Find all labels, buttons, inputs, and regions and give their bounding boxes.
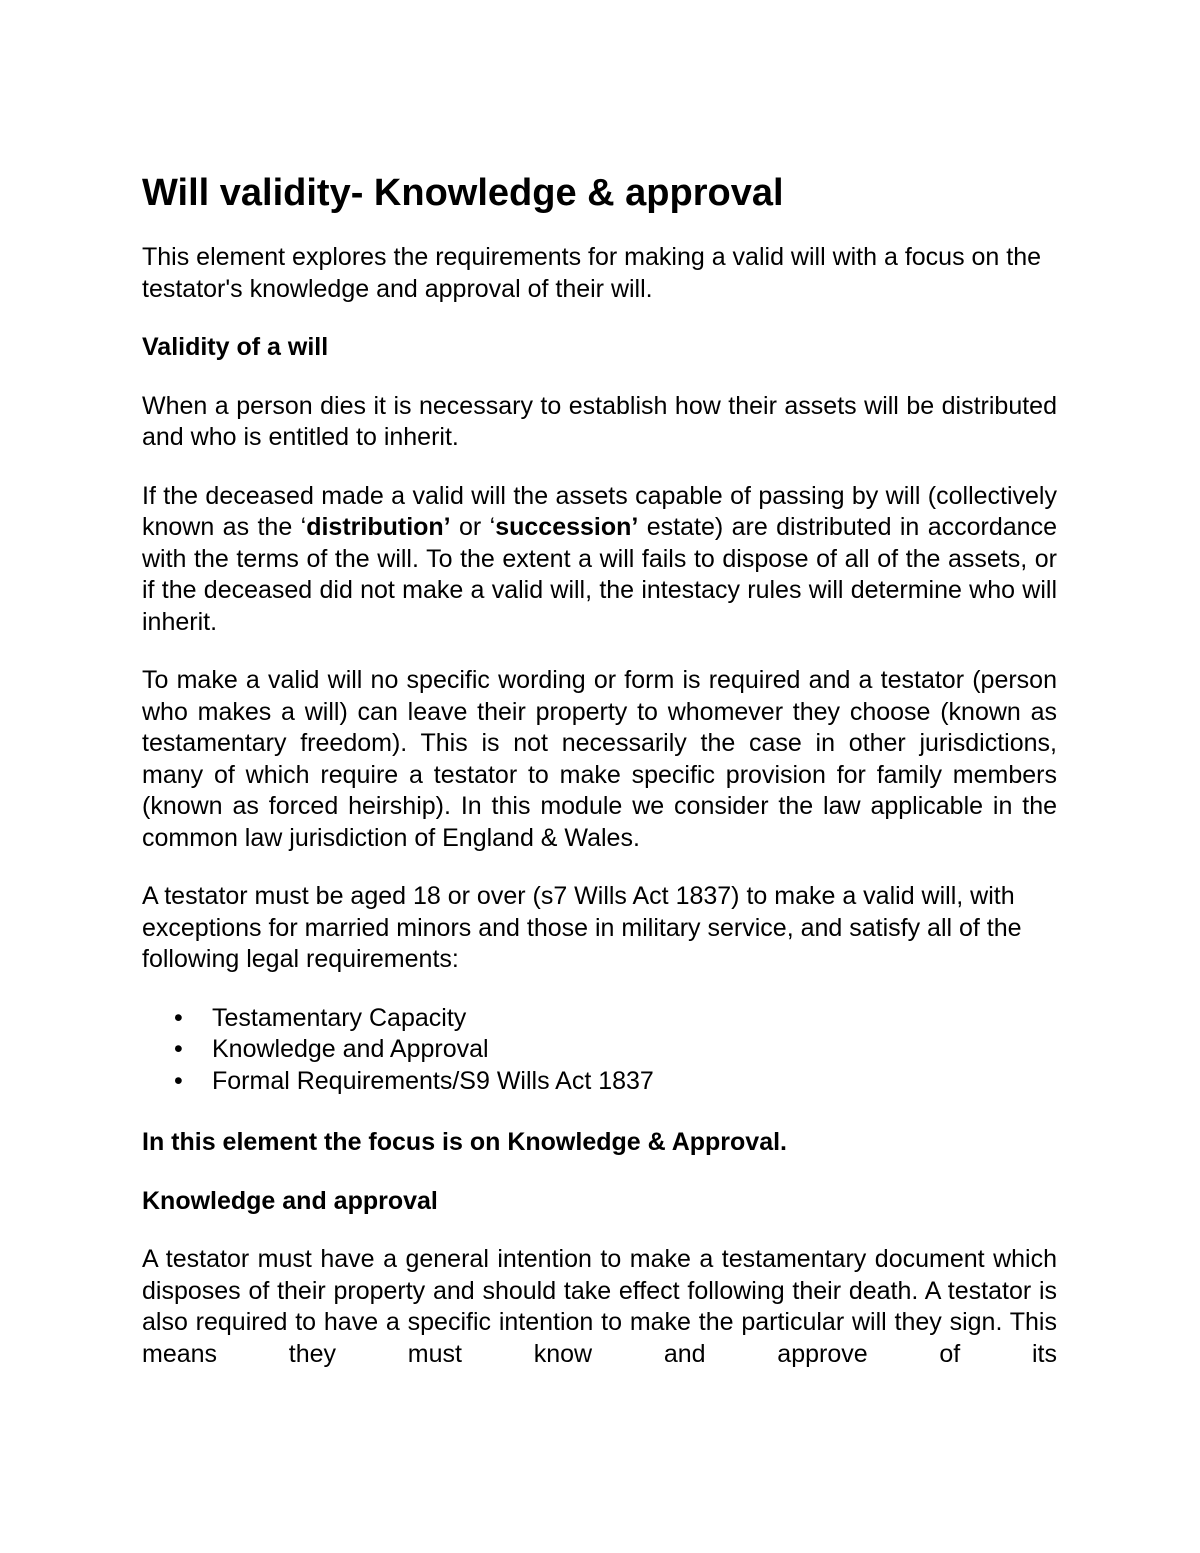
bullet-icon: • xyxy=(174,1066,183,1095)
paragraph-asset-distribution: When a person dies it is necessary to establish how their assets will be distributed and who is entitled to inherit. xyxy=(142,391,1057,451)
paragraph-text: or ‘ xyxy=(450,513,496,541)
paragraph-text: estate) are distributed in accordance with the terms of the will. To the extent a will fails to dispose of all of the assets, or if the deceased did not make a valid will, the intestacy rules will determine who will inherit. xyxy=(142,513,1057,636)
list-item xyxy=(142,1003,1057,1035)
paragraph-text: If the deceased made a valid will the assets capable of passing by will (collectively known as the ‘ xyxy=(142,481,1057,541)
bullet-icon: • xyxy=(174,1003,183,1032)
intro-paragraph: This element explores the requirements for making a valid will with a focus on the testator's knowledge and approval of their will. xyxy=(142,243,1042,303)
term-succession: succession’ xyxy=(495,513,639,541)
paragraph-age-requirement: A testator must be aged 18 or over (s7 Wills Act 1837) to make a valid will, with exceptions for married minors and those in military service, and satisfy all of the following legal requirements: xyxy=(142,882,1022,973)
document-page xyxy=(142,170,1057,1397)
list-item-label: Formal Requirements/S9 Wills Act 1837 xyxy=(212,1066,654,1095)
list-item xyxy=(142,1066,1057,1098)
requirements-list xyxy=(142,1003,1057,1098)
list-item-label: Knowledge and Approval xyxy=(212,1035,489,1063)
section-heading-knowledge-approval: Knowledge and approval xyxy=(142,1186,438,1215)
paragraph-testamentary-freedom: To make a valid will no specific wording or form is required and a testator (person who makes a will) can leave their property to whomever they choose (known as testamentary freedom). This is not necessarily the case in other jurisdictions, many of which require a testator to make specific provision for family members (known as forced heirship). In this module we consider the law applicable in the common law jurisdiction of England & Wales. xyxy=(142,666,1057,852)
list-item-label: Testamentary Capacity xyxy=(212,1003,467,1032)
bullet-icon: • xyxy=(174,1035,183,1063)
focus-statement: In this element the focus is on Knowledge & Approval. xyxy=(142,1128,787,1156)
paragraph-valid-will-estate xyxy=(142,481,1057,639)
document-title: Will validity- Knowledge & approval xyxy=(142,172,784,214)
term-distribution: distribution’ xyxy=(306,513,451,541)
paragraph-general-intention: A testator must have a general intention to make a testamentary document which disposes of their property and should take effect following their death. A testator is also required to have a specific intention to make the particular will they sign. This means they must know and approve of its xyxy=(142,1245,1057,1368)
list-item xyxy=(142,1034,1057,1066)
section-heading-validity: Validity of a will xyxy=(142,333,329,361)
